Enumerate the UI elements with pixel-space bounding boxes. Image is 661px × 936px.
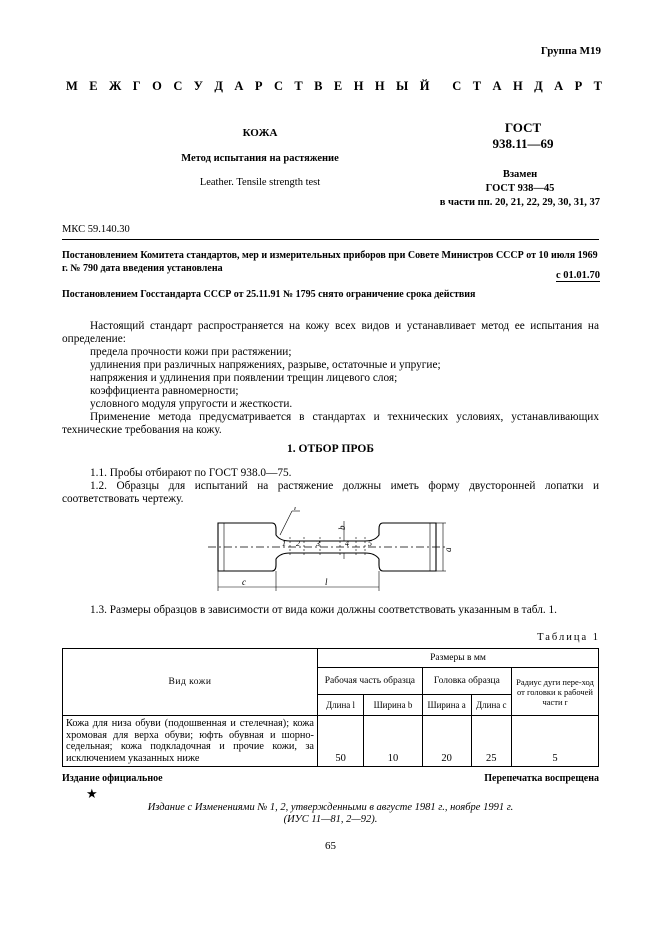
heading-letter: Т — [472, 79, 482, 93]
gost-code: 938.11—69 — [492, 136, 554, 151]
reprint-notice: Перепечатка воспрещена — [484, 773, 599, 784]
heading-letter: Д — [214, 79, 223, 93]
length-c-label: c — [242, 577, 246, 587]
cell-length-l: 50 — [318, 716, 364, 767]
replaces-clauses: в части пп. 20, 21, 22, 29, 30, 31, 37 — [439, 197, 600, 208]
sizes-table — [62, 648, 599, 767]
mark-label: 2 — [296, 539, 300, 548]
document-title: КОЖА — [242, 127, 278, 139]
table-row-kind: Кожа для низа обуви (подошвенная и стелечная); кожа хромовая для верха обуви; юфть обувная и шорно-седельная; кожа подкладочная и прочие кожи, за исключением указанных ниже — [63, 716, 318, 767]
header-length-l: Длина l — [318, 695, 364, 716]
heading-letter: Е — [333, 79, 343, 93]
heading-letter: Ы — [396, 79, 409, 93]
cell-length-c: 25 — [471, 716, 511, 767]
official-edition: Издание официальное — [62, 773, 163, 784]
replaces-block — [440, 168, 600, 196]
heading-letter: Й — [419, 79, 430, 93]
clause-1-1: 1.1. Пробы отбирают по ГОСТ 938.0—75. — [90, 467, 292, 479]
heading-letter: Г — [132, 79, 141, 93]
gost-label: ГОСТ — [504, 120, 542, 135]
mark-label: 5 — [368, 539, 372, 548]
mark-label: 4 — [345, 539, 349, 548]
table-caption: Таблица 1 — [537, 632, 600, 643]
intro-paragraph: Применение метода предусматривается в стандартах и технических условиях, устанавливающих технические требования на кожу. — [62, 411, 599, 436]
intro-item: удлинения при различных напряжениях, разрыве, остаточные и упругие; — [90, 359, 441, 371]
header-work-part: Рабочая часть образца — [318, 668, 423, 695]
heading-letter: Н — [353, 79, 364, 93]
cell-width-a: 20 — [422, 716, 471, 767]
clause-1-2: 1.2. Образцы для испытаний на растяжение должны иметь форму двусторонней лопатки и соответствовать чертежу. — [62, 480, 599, 505]
heading-letter: С — [273, 79, 283, 93]
mark-label: 3 — [316, 539, 320, 548]
clause-1-3-block — [62, 604, 599, 617]
changes-line: (ИУС 11—81, 2—92). — [283, 814, 378, 825]
changes-line: Издание с Изменениями № 1, 2, утвержденными в августе 1981 г., ноябре 1991 г. — [147, 802, 514, 813]
width-b-label: b — [337, 525, 347, 530]
length-l-label: l — [325, 577, 328, 587]
heading-letter: Т — [593, 79, 602, 93]
cell-radius: 5 — [512, 716, 599, 767]
heading-letter: Р — [254, 79, 263, 93]
section-heading: 1. ОТБОР ПРОБ — [287, 443, 374, 455]
mark-label: 1 — [282, 539, 286, 548]
heading-letter: Е — [89, 79, 98, 93]
star-icon: ★ — [86, 786, 98, 801]
header-length-c: Длина c — [471, 695, 511, 716]
header-radius: Радиус дуги пере-ход от головки к рабочей части r — [512, 668, 599, 716]
heading-letter: Ж — [109, 79, 122, 93]
heading-letter: Н — [512, 79, 523, 93]
header-head: Головка образца — [422, 668, 511, 695]
header-sizes: Размеры в мм — [318, 649, 599, 668]
mks-code: МКС 59.140.30 — [62, 224, 130, 235]
heading-letter: С — [452, 79, 462, 93]
clause-1-3: 1.3. Размеры образцов в зависимости от вида кожи должны соответствовать указанным в табл. 1. — [90, 604, 557, 616]
heading-letter: Д — [534, 79, 543, 93]
heading-letter: С — [173, 79, 183, 93]
header-width-b: Ширина b — [364, 695, 423, 716]
cell-width-b: 10 — [364, 716, 423, 767]
heading-letter: Р — [574, 79, 583, 93]
header-width-a: Ширина a — [422, 695, 471, 716]
replaces-label: Взамен — [502, 169, 538, 180]
heading-letter: О — [152, 79, 162, 93]
english-title: Leather. Tensile strength test — [199, 177, 321, 188]
gost-number — [468, 120, 578, 152]
intro-item: напряжения и удлинения при появлении трещин лицевого слоя; — [90, 372, 398, 384]
width-a-label: a — [443, 547, 453, 552]
heading-letter: У — [193, 79, 203, 93]
intro-item: условного модуля упругости и жесткости. — [90, 398, 293, 410]
group-code: Группа М19 — [540, 45, 601, 57]
replaces-standard: ГОСТ 938—45 — [485, 183, 555, 194]
intro-item: предела прочности кожи при растяжении; — [90, 346, 292, 358]
heading-letter: А — [554, 79, 564, 93]
section-paragraphs — [62, 467, 599, 506]
effective-date: с 01.01.70 — [555, 270, 600, 281]
intro-paragraph: Настоящий стандарт распространяется на кожу всех видов и устанавливает метод ее испытания на определение: — [62, 320, 599, 345]
heading-letter: Н — [374, 79, 385, 93]
heading-letter: Т — [294, 79, 303, 93]
document-subtitle: Метод испытания на растяжение — [181, 153, 339, 164]
intro-text — [62, 320, 599, 437]
page-number: 65 — [325, 840, 336, 852]
heading-letter: А — [492, 79, 502, 93]
divider — [62, 239, 599, 240]
heading-letter: А — [234, 79, 244, 93]
decree-introduction: Постановлением Комитета стандартов, мер и измерительных приборов при Совете Министров СССР от 10 июля 1969 г. № 790 дата введения установлена — [62, 250, 598, 274]
heading-letter: М — [66, 79, 78, 93]
decree-limitation: Постановлением Госстандарта СССР от 25.11.91 № 1795 снято ограничение срока действия — [62, 289, 476, 300]
header-kind: Вид кожи — [63, 649, 318, 716]
changes-note — [62, 802, 599, 826]
radius-label: r — [294, 507, 298, 512]
specimen-drawing — [200, 507, 460, 597]
interstate-standard-heading — [66, 79, 602, 94]
intro-item: коэффициента равномерности; — [90, 385, 239, 397]
heading-letter: В — [314, 79, 323, 93]
